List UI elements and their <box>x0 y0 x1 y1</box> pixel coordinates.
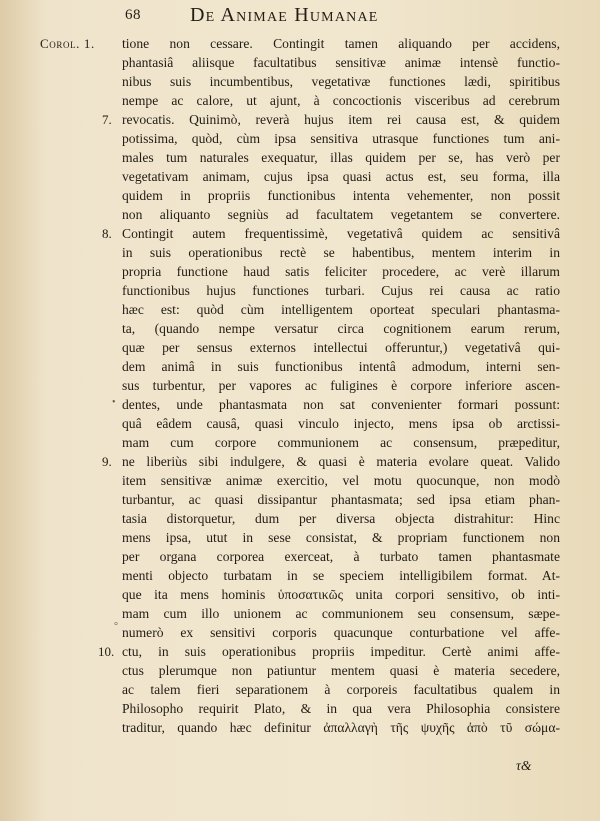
text-line: ctus plerumque non patiuntur mentem quasi è materia secedere, <box>122 663 560 678</box>
text-line: propria functione haud satis feliciter procedere, ac verè illarum <box>122 264 560 279</box>
text-line: potissima, quòd, cùm ipsa sensitiva utrasque functiones tum ani- <box>122 131 560 146</box>
text-line: sus turbentur, per vapores ac fuligines è corpore inferiore ascen- <box>122 378 560 393</box>
text-line: quæ per sensus externos intellectui offeruntur,) vegetativâ qui- <box>122 340 560 355</box>
text-line: vegetativam animam, cujus ipsa quasi actus est, seu forma, illa <box>122 169 560 184</box>
text-line: in suis operationibus rectè se habentibus, mentem interim in <box>122 245 560 260</box>
text-line: nempe ac calore, ut ajunt, à concoctionis visceribus ad cerebrum <box>122 93 560 108</box>
text-line: Philosopho requirit Plato, & in qua vera Philosophia consistere <box>122 701 560 716</box>
text-line: item sensitivæ animæ exercitio, vel motu quocunque, non modò <box>122 473 560 488</box>
text-line: tasia distorquetur, dum per diversa objecta distrahitur: Hinc <box>122 511 560 526</box>
text-line: dem animâ in suis functionibus intentâ admodum, interni sen- <box>122 359 560 374</box>
text-line: revocatis. Quinimò, reverà hujus item rei causa est, & quidem <box>122 112 560 127</box>
text-line: ta, (quando nempe versatur circa cognitionem earum rerum, <box>122 321 560 336</box>
text-line: ac talem fieri separationem à corporeis facultatibus qualem in <box>122 682 560 697</box>
text-line: Contingit autem frequentissimè, vegetativâ quidem ac sensitivâ <box>122 226 560 241</box>
margin-number-10: 10. <box>98 644 115 659</box>
text-line: non aliquanto segniùs ad facultatem vegetantem se convertere. <box>122 207 560 222</box>
text-line: males tum naturales exequatur, illas quidem per se, has verò per <box>122 150 560 165</box>
text-line: turbantur, ac quasi dissipantur phantasmata; sed ipsa etiam phan- <box>122 492 560 507</box>
catchword: τ& <box>516 758 532 773</box>
running-head <box>0 4 600 26</box>
text-line: que ita mens hominis ὑποσατικῶς unita corpori sensitivo, ob inti- <box>122 587 560 602</box>
margin-number-7: 7. <box>102 112 112 127</box>
margin-dot: ° <box>114 621 118 632</box>
text-line: phantasiâ aliisque facultatibus sensitivæ animæ intensè functio- <box>122 55 560 70</box>
text-line: ne liberiùs sibi indulgere, & quasi è materia evolare queat. Valido <box>122 454 560 469</box>
margin-dot: • <box>112 397 116 408</box>
margin-number-8: 8. <box>102 226 112 241</box>
text-line: quidem in propriis functionibus intenta vehementer, non possit <box>122 188 560 203</box>
text-line: tione non cessare. Contingit tamen aliquando per accidens, <box>122 36 560 51</box>
text-line: numerò ex sensitivi corporis quacunque conturbatione vel affe- <box>122 625 560 640</box>
text-line: per organa corporea exerceat, à turbato tamen phantasmate <box>122 549 560 564</box>
page-number: 68 <box>125 7 141 23</box>
text-line: traditur, quando hæc definitur ἀπαλλαγὴ τῆς ψυχῆς ἀπὸ τῦ σώμα- <box>122 720 560 735</box>
text-line: mam cum corpore communionem ac consensum, præpeditur, <box>122 435 560 450</box>
text-line: nibus suis incumbentibus, vegetativæ functiones lædi, spiritibus <box>122 74 560 89</box>
text-line: hæc est: quòd cùm intelligentem oporteat speculari phantasma- <box>122 302 560 317</box>
text-line: mam cum illo unionem ac communionem seu consensum, sæpe- <box>122 606 560 621</box>
margin-corollary-label: Corol. 1. <box>40 36 95 51</box>
text-line: mens ipsa, utut in sese consistat, & propriam functionem non <box>122 530 560 545</box>
margin-number-9: 9. <box>102 454 112 469</box>
text-line: quâ eâdem causâ, quasi vinculo injecto, mens ipsa ob arctissi- <box>122 416 560 431</box>
text-line: functionibus hujus functiones turbari. Cujus rei causa ac ratio <box>122 283 560 298</box>
text-line: dentes, unde phantasmata non sat convenienter formari possunt: <box>122 397 560 412</box>
text-line: menti objecto turbatam in se speciem intelligibilem format. At- <box>122 568 560 583</box>
text-line: ctu, in suis operationibus propriis impeditur. Certè animi affe- <box>122 644 560 659</box>
running-title: De Animae Humanae <box>190 4 379 26</box>
